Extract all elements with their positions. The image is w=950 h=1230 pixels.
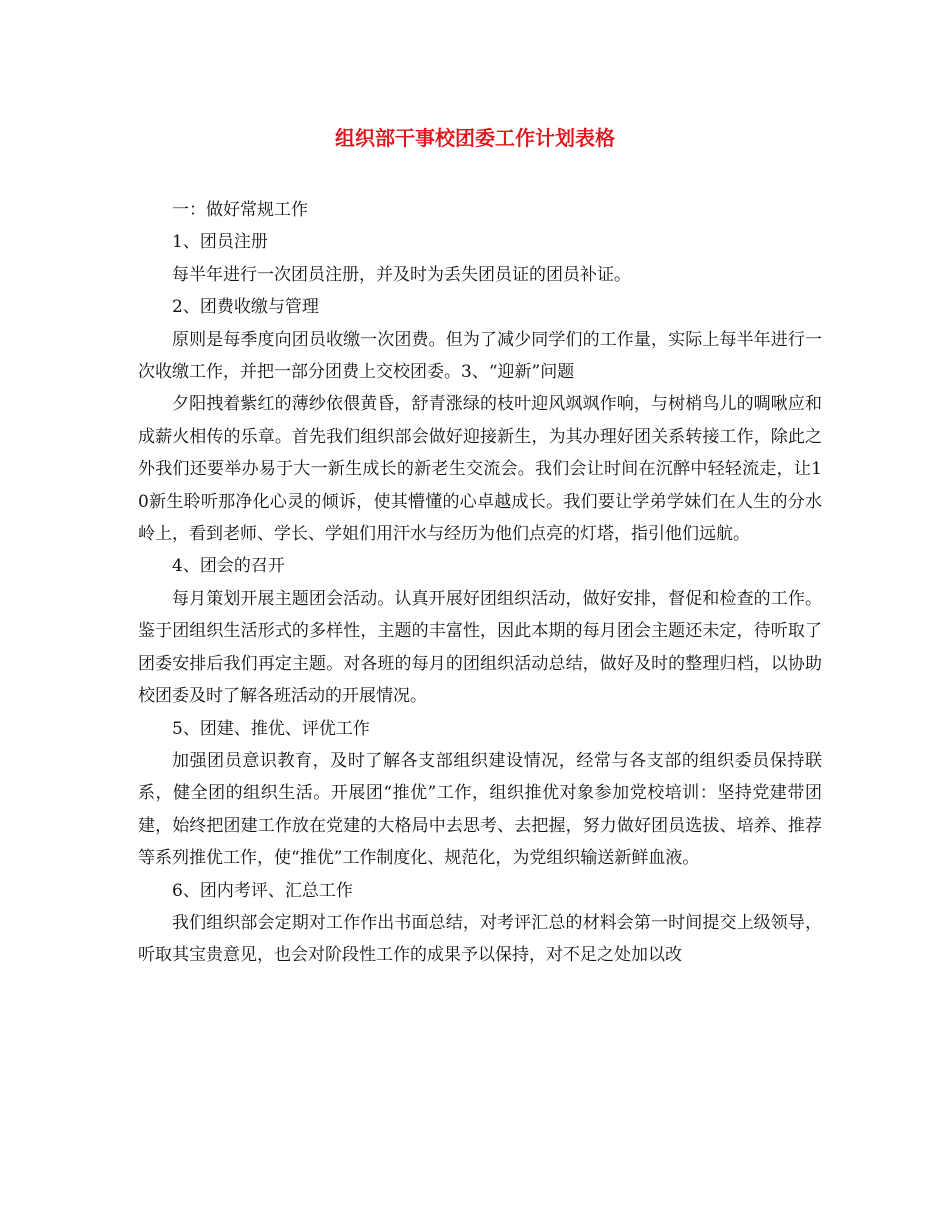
item-heading: 4、团会的召开 bbox=[172, 556, 285, 577]
document-body bbox=[138, 194, 822, 972]
paragraph: 夕阳拽着紫红的薄纱依偎黄昏，舒青涨绿的枝叶迎风飒飒作响，与树梢鸟儿的啁啾应和成薪火相传的乐章。首先我们组织部会做好迎接新生，为其办理好团关系转接工作，除此之外我们还要举办易于大一新生成长的新老生交流会。我们会让时间在沉醉中轻轻流走，让10新生聆听那净化心灵的倾诉，使其懵懂的心卓越成长。我们要让学弟学妹们在人生的分水岭上，看到老师、学长、学姐们用汗水与经历为他们点亮的灯塔，指引他们远航。 bbox=[138, 394, 822, 545]
paragraph: 每月策划开展主题团会活动。认真开展好团组织活动，做好安排，督促和检查的工作。鉴于团组织生活形式的多样性，主题的丰富性，因此本期的每月团会主题还未定，待听取了团委安排后我们再定主题。对各班的每月的团组织活动总结，做好及时的整理归档，以协助校团委及时了解各班活动的开展情况。 bbox=[138, 588, 822, 707]
paragraph: 加强团员意识教育，及时了解各支部组织建设情况，经常与各支部的组织委员保持联系，健全团的组织生活。开展团“推优”工作，组织推优对象参加党校培训：坚持党建带团建，始终把团建工作放在党建的大格局中去思考、去把握，努力做好团员选拔、培养、推荐等系列推优工作，使“推优”工作制度化、规范化，为党组织输送新鲜血液。 bbox=[138, 750, 822, 869]
item-heading: 5、团建、推优、评优工作 bbox=[172, 718, 370, 739]
paragraph: 我们组织部会定期对工作作出书面总结，对考评汇总的材料会第一时间提交上级领导，听取其宝贵意见，也会对阶段性工作的成果予以保持，对不足之处加以改 bbox=[138, 912, 822, 966]
item-heading: 2、团费收缴与管理 bbox=[172, 297, 319, 318]
section-heading: 一：做好常规工作 bbox=[172, 200, 308, 220]
item-heading: 1、团员注册 bbox=[172, 232, 268, 253]
paragraph: 每半年进行一次团员注册，并及时为丢失团员证的团员补证。 bbox=[172, 264, 631, 285]
document-title: 组织部干事校团委工作计划表格 bbox=[335, 126, 615, 150]
paragraph: 原则是每季度向团员收缴一次团费。但为了减少同学们的工作量，实际上每半年进行一次收缴工作，并把一部分团费上交校团委。3、“迎新”问题 bbox=[138, 329, 822, 383]
item-heading: 6、团内考评、汇总工作 bbox=[172, 880, 353, 901]
